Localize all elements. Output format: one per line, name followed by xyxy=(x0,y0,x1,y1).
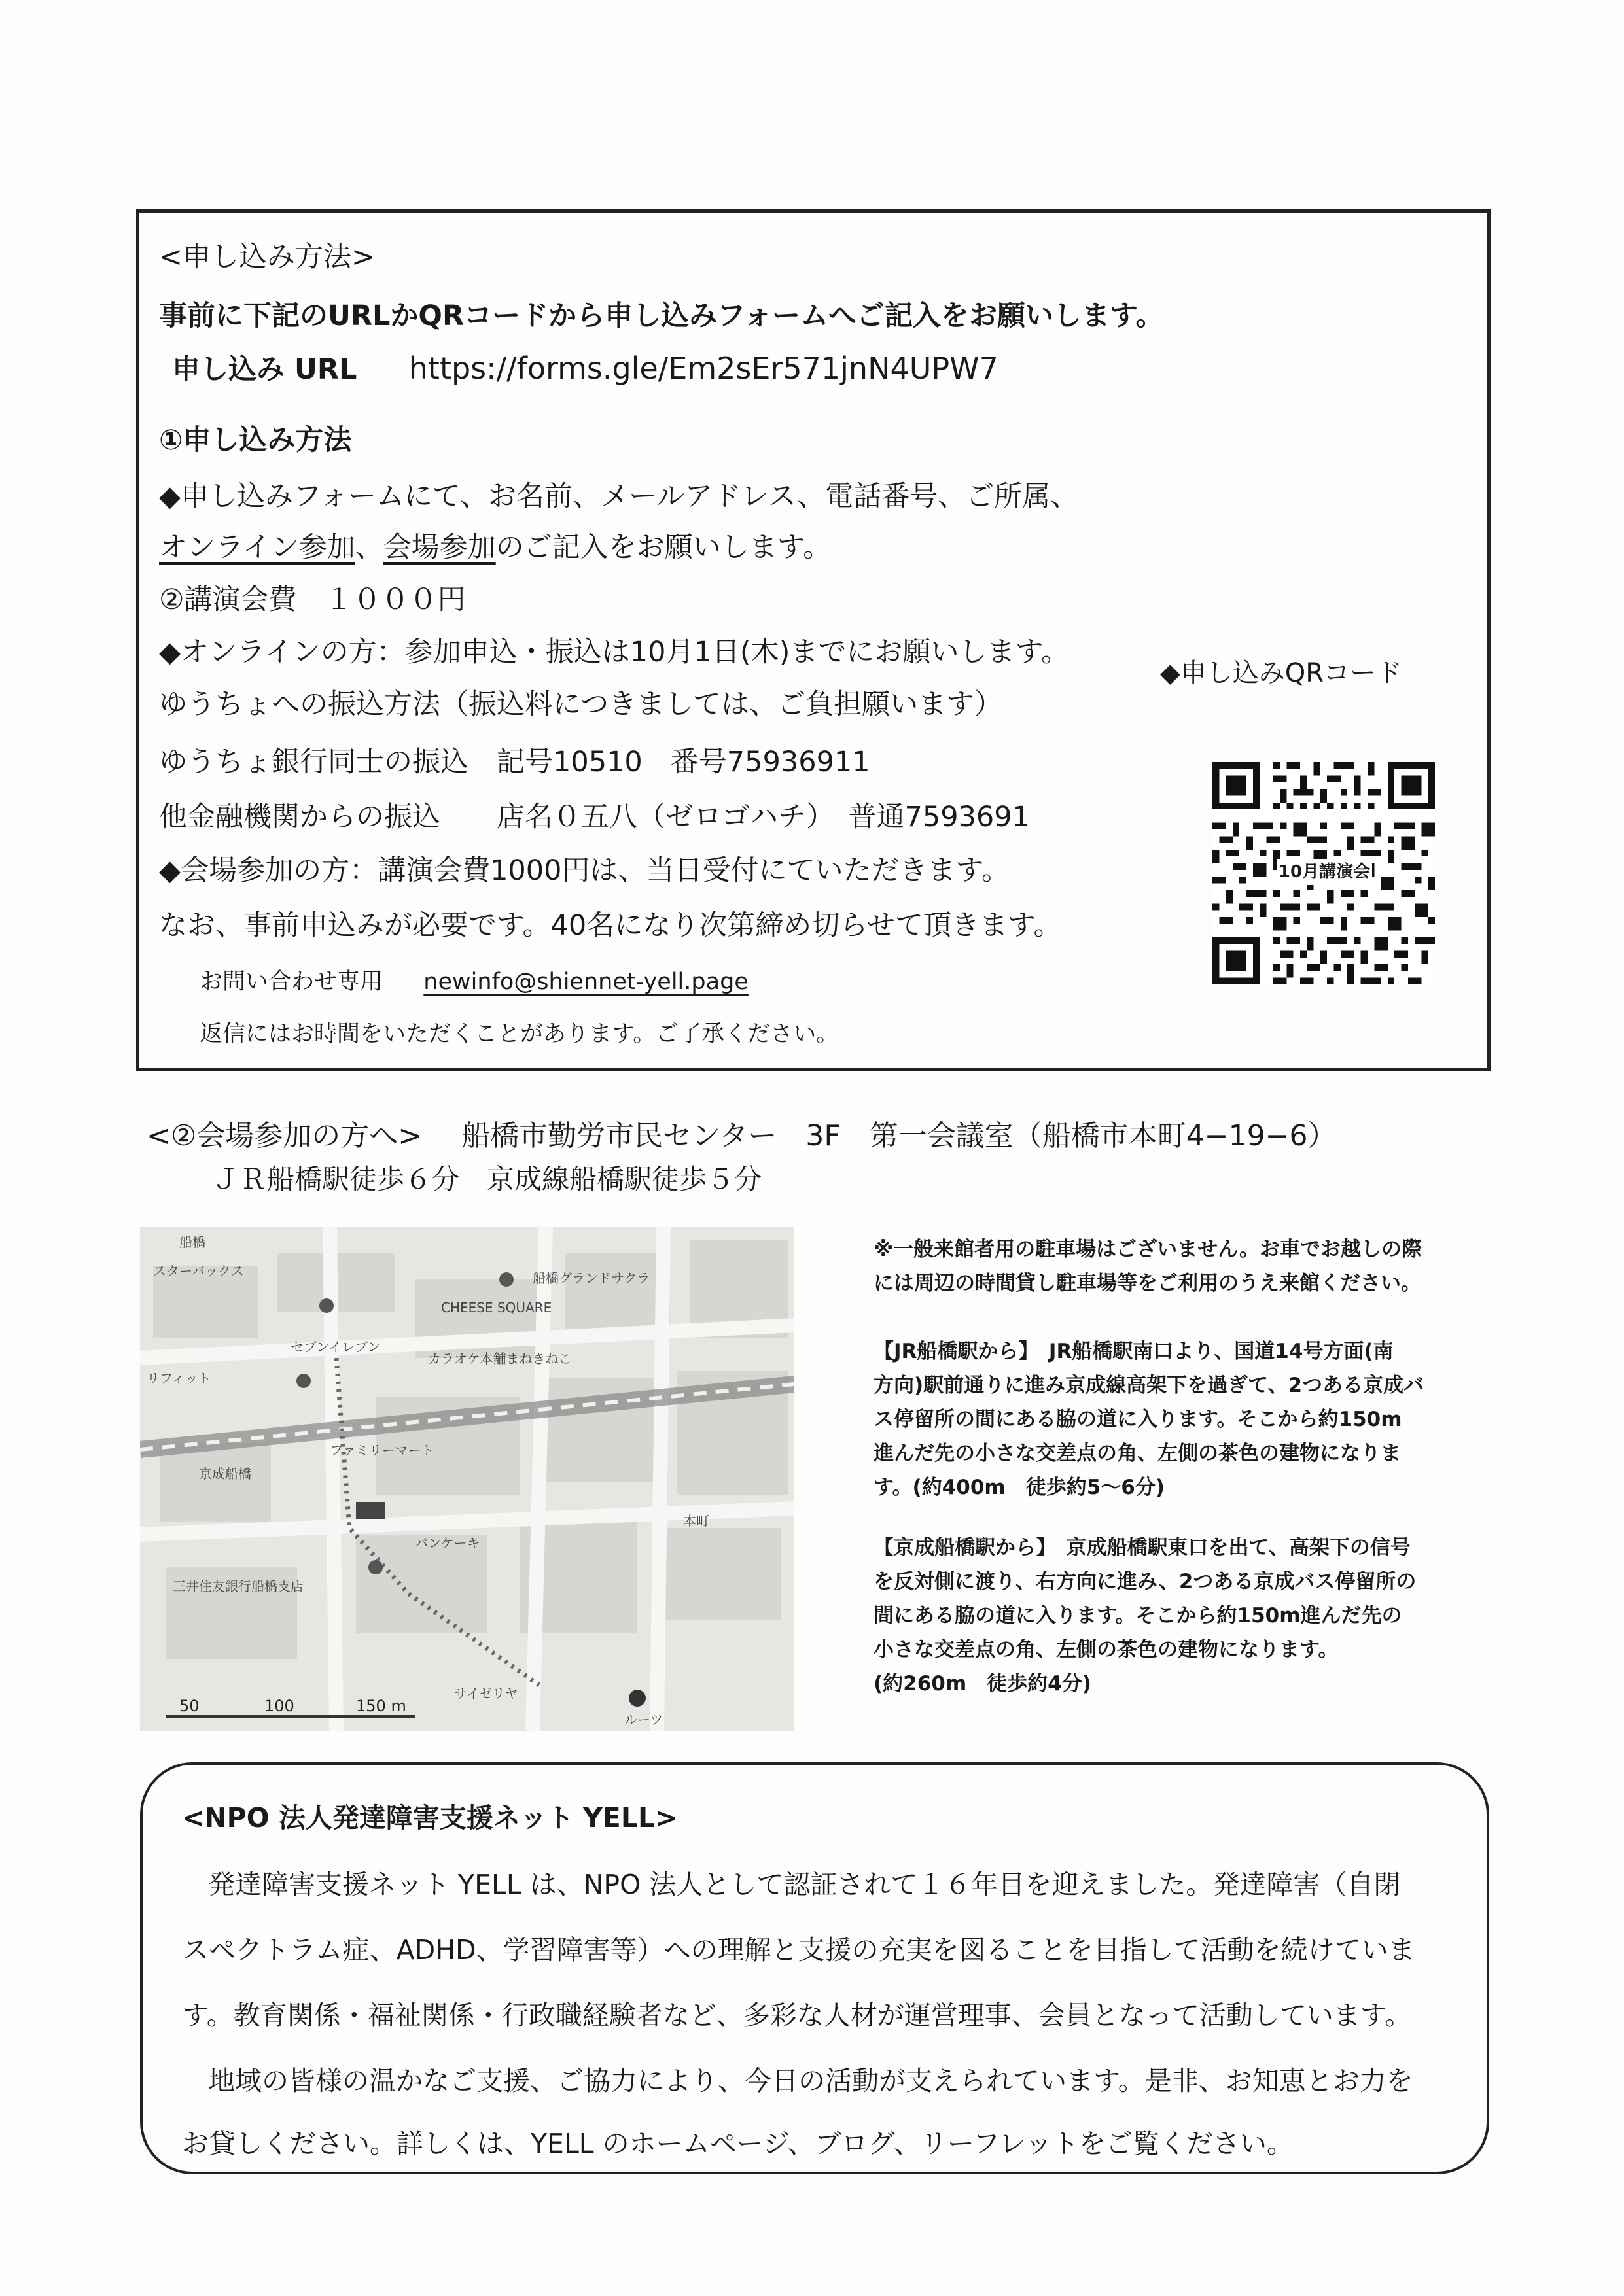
parking-note xyxy=(874,1232,1462,1300)
map-label-seven: セブンイレブン xyxy=(291,1339,381,1355)
jr-line-5: す。(約400m 徒歩約5〜6分) xyxy=(874,1476,1165,1499)
contact-row xyxy=(200,965,749,999)
online-deadline: ◆オンラインの方：参加申込・振込は10月1日(木)までにお願いします。 xyxy=(159,636,1069,669)
online-participation: オンライン参加 xyxy=(159,531,355,564)
transfer-heading: ゆうちょへの振込方法（振込料につきましては、ご負担願います） xyxy=(159,688,1003,721)
map-label-keisei: 京成船橋 xyxy=(199,1466,251,1482)
form-line-2 xyxy=(159,531,831,565)
area-map xyxy=(140,1227,794,1731)
application-url[interactable]: https://forms.gle/Em2sEr571jnN4UPW7 xyxy=(408,351,998,386)
registration-note: なお、事前申込みが必要です。40名になり次第締め切らせて頂きます。 xyxy=(159,909,1062,942)
map-drawing xyxy=(140,1227,794,1731)
npo-p1-line-1: 発達障害支援ネット YELL は、NPO 法人として認証されて１６年目を迎えました。発達障害（自閉 xyxy=(208,1869,1401,1900)
separator: 、 xyxy=(355,531,383,564)
contact-email[interactable]: newinfo@shiennet-yell.page xyxy=(423,969,749,995)
map-label-lift: リフィット xyxy=(147,1370,211,1386)
keisei-line-1: 【京成船橋駅から】 京成船橋駅東口を出て、高架下の信号 xyxy=(874,1536,1411,1559)
venue-access: ＪＲ船橋駅徒歩６分 京成線船橋駅徒歩５分 xyxy=(212,1163,762,1195)
venue-payment: ◆会場参加の方：講演会費1000円は、当日受付にていただきます。 xyxy=(159,854,1010,887)
keisei-directions xyxy=(874,1531,1462,1701)
venue-place: 船橋市勤労市民センター 3F 第一会議室（船橋市本町4−19−6） xyxy=(461,1119,1337,1153)
parking-line-2: には周辺の時間貸し駐車場等をご利用のうえ来館ください。 xyxy=(874,1272,1421,1295)
map-label-pancake: パンケーキ xyxy=(415,1535,480,1551)
venue-heading-row xyxy=(147,1112,1336,1154)
map-label-family: ファミリーマート xyxy=(330,1442,434,1458)
jr-directions xyxy=(874,1334,1462,1505)
scale-150: 150 m xyxy=(356,1697,406,1715)
jr-line-2: 方向)駅前通りに進み京成線高架下を過ぎて、2つある京成バ xyxy=(874,1374,1424,1397)
form-line-1: ◆申し込みフォームにて、お名前、メールアドレス、電話番号、ご所属、 xyxy=(159,480,1079,513)
npo-p1-line-3: す。教育関係・福祉関係・行政職経験者など、多彩な人材が運営理事、会員となって活動しています。 xyxy=(182,2000,1412,2031)
url-row xyxy=(172,351,998,387)
map-label-starbucks: スターバックス xyxy=(153,1263,244,1279)
transfer-other: 他金融機関からの振込 店名０五八（ゼロゴハチ） 普通7593691 xyxy=(159,801,1031,833)
keisei-line-3: 間にある脇の道に入ります。そこから約150m進んだ先の xyxy=(874,1604,1402,1627)
application-heading: <申し込み方法> xyxy=(159,241,376,273)
map-label-saizeriya: サイゼリヤ xyxy=(454,1686,518,1701)
contact-label: お問い合わせ専用 xyxy=(200,969,383,995)
map-label-mitsui: 三井住友銀行船橋支店 xyxy=(173,1578,304,1594)
application-box xyxy=(136,209,1491,1071)
scale-50: 50 xyxy=(179,1697,200,1715)
url-label: 申し込み URL xyxy=(172,353,357,386)
map-label-funabashi: 船橋 xyxy=(179,1234,205,1250)
qr-label: ◆申し込みQRコード xyxy=(1160,658,1403,688)
section1-title: ①申し込み方法 xyxy=(159,424,352,457)
form-line-2-rest: のご記入をお願いします。 xyxy=(495,531,832,564)
qr-caption: 10月講演会 xyxy=(1277,859,1372,885)
scale-100: 100 xyxy=(264,1697,294,1715)
keisei-line-5: (約260m 徒歩約4分) xyxy=(874,1672,1091,1696)
venue-heading: <②会場参加の方へ> xyxy=(147,1119,423,1153)
application-intro: 事前に下記のURLかQRコードから申し込みフォームへご記入をお願いします。 xyxy=(159,300,1164,332)
jr-line-4: 進んだ先の小さな交差点の角、左側の茶色の建物になりま xyxy=(874,1442,1401,1465)
venue-participation: 会場参加 xyxy=(383,531,496,564)
jr-line-3: ス停留所の間にある脇の道に入ります。そこから約150m xyxy=(874,1408,1402,1431)
npo-heading: <NPO 法人発達障害支援ネット YELL> xyxy=(182,1802,678,1834)
map-label-grand: 船橋グランドサクラ xyxy=(533,1270,650,1286)
npo-p2-line-2: お貸しください。詳しくは、YELL のホームページ、ブログ、リーフレットをご覧ください。 xyxy=(182,2128,1294,2159)
npo-box xyxy=(140,1762,1489,2174)
keisei-line-4: 小さな交差点の角、左側の茶色の建物になります。 xyxy=(874,1638,1339,1661)
reply-note: 返信にはお時間をいただくことがあります。ご了承ください。 xyxy=(200,1021,839,1047)
keisei-line-2: を反対側に渡り、右方向に進み、2つある京成バス停留所の xyxy=(874,1570,1417,1593)
fee-label: ②講演会費 １０００円 xyxy=(159,583,466,616)
map-label-roots: ルーツ xyxy=(624,1712,663,1728)
map-label-cheese: CHEESE SQUARE xyxy=(441,1300,552,1315)
jr-line-1: 【JR船橋駅から】 JR船橋駅南口より、国道14号方面(南 xyxy=(874,1340,1394,1363)
map-label-karaoke: カラオケ本舗まねきねこ xyxy=(428,1351,572,1366)
transfer-yucho: ゆうちょ銀行同士の振込 記号10510 番号75936911 xyxy=(159,746,870,778)
qr-code[interactable] xyxy=(1212,762,1435,984)
npo-p2-line-1: 地域の皆様の温かなご支援、ご協力により、今日の活動が支えられています。是非、お知恵とお力を xyxy=(208,2065,1413,2096)
parking-line-1: ※一般来館者用の駐車場はございません。お車でお越しの際 xyxy=(874,1238,1422,1261)
map-label-honcho: 本町 xyxy=(683,1513,709,1529)
npo-p1-line-2: スペクトラム症、ADHD、学習障害等）への理解と支援の充実を図ることを目指して活動を続けていま xyxy=(182,1934,1415,1966)
